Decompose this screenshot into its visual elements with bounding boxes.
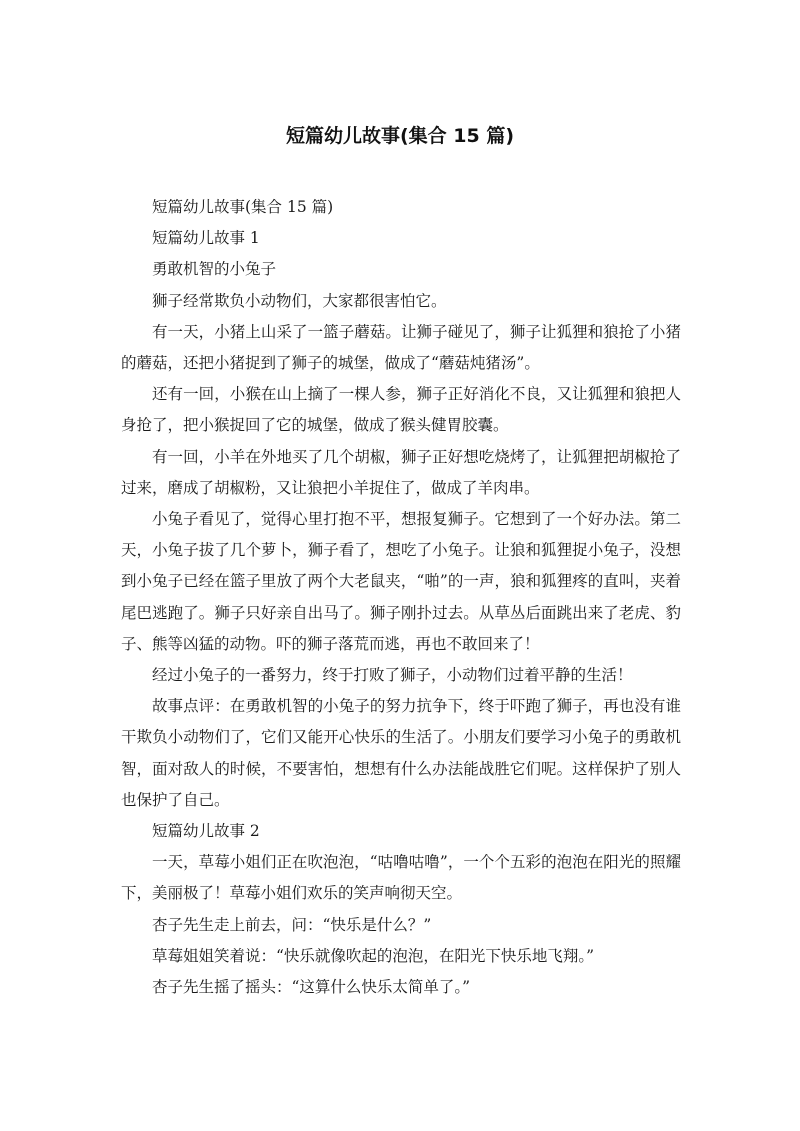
paragraph: 狮子经常欺负小动物们，大家都很害怕它。 <box>152 291 447 310</box>
paragraph: 勇敢机智的小兔子 <box>152 260 277 279</box>
paragraph: 短篇幼儿故事 1 <box>152 229 260 248</box>
paragraph: 小兔子看见了，觉得心里打抱不平，想报复狮子。它想到了一个好办法。第二天，小兔子拔了几个萝卜，狮子看了，想吃了小兔子。让狼和狐狸捉小兔子，没想到小兔子已经在篮子里放了两个大老鼠夹，“啪”的一声，狼和狐狸疼的直叫，夹着尾巴逃跑了。狮子只好亲自出马了。狮子刚扑过去。从草丛后面跳出来了老虎、豹子、熊等凶猛的动物。吓的狮子落荒而逃，再也不敢回来了！ <box>121 510 681 653</box>
paragraph: 杏子先生摇了摇头：“这算什么快乐太简单了。” <box>152 978 471 997</box>
paragraph: 短篇幼儿故事 2 <box>152 822 260 841</box>
document-body <box>121 192 681 1003</box>
paragraph: 有一天，小猪上山采了一篮子蘑菇。让狮子碰见了，狮子让狐狸和狼抢了小猪的蘑菇，还把小猪捉到了狮子的城堡，做成了“蘑菇炖猪汤”。 <box>121 322 681 373</box>
paragraph: 经过小兔子的一番努力，终于打败了狮子，小动物们过着平静的生活！ <box>152 666 633 685</box>
paragraph: 杏子先生走上前去，问：“快乐是什么？” <box>152 915 432 934</box>
paragraph: 故事点评：在勇敢机智的小兔子的努力抗争下，终于吓跑了狮子，再也没有谁干欺负小动物们了，它们又能开心快乐的生活了。小朋友们要学习小兔子的勇敢机智，面对敌人的时候，不要害怕，想想有什么办法能战胜它们呢。这样保护了别人也保护了自己。 <box>121 697 681 809</box>
document-title: 短篇幼儿故事(集合 15 篇) <box>285 125 515 147</box>
paragraph: 草莓姐姐笑着说：“快乐就像吹起的泡泡，在阳光下快乐地飞翔。” <box>152 946 595 965</box>
paragraph: 还有一回，小猴在山上摘了一棵人参，狮子正好消化不良，又让狐狸和狼把人身抢了，把小猴捉回了它的城堡，做成了猴头健胃胶囊。 <box>121 385 681 435</box>
paragraph: 一天，草莓小姐们正在吹泡泡，“咕噜咕噜”，一个个五彩的泡泡在阳光的照耀下，美丽极了！草莓小姐们欢乐的笑声响彻天空。 <box>121 853 681 903</box>
paragraph: 短篇幼儿故事(集合 15 篇) <box>152 198 334 216</box>
paragraph: 有一回，小羊在外地买了几个胡椒，狮子正好想吃烧烤了，让狐狸把胡椒抢了过来，磨成了胡椒粉，又让狼把小羊捉住了，做成了羊肉串。 <box>121 447 681 497</box>
